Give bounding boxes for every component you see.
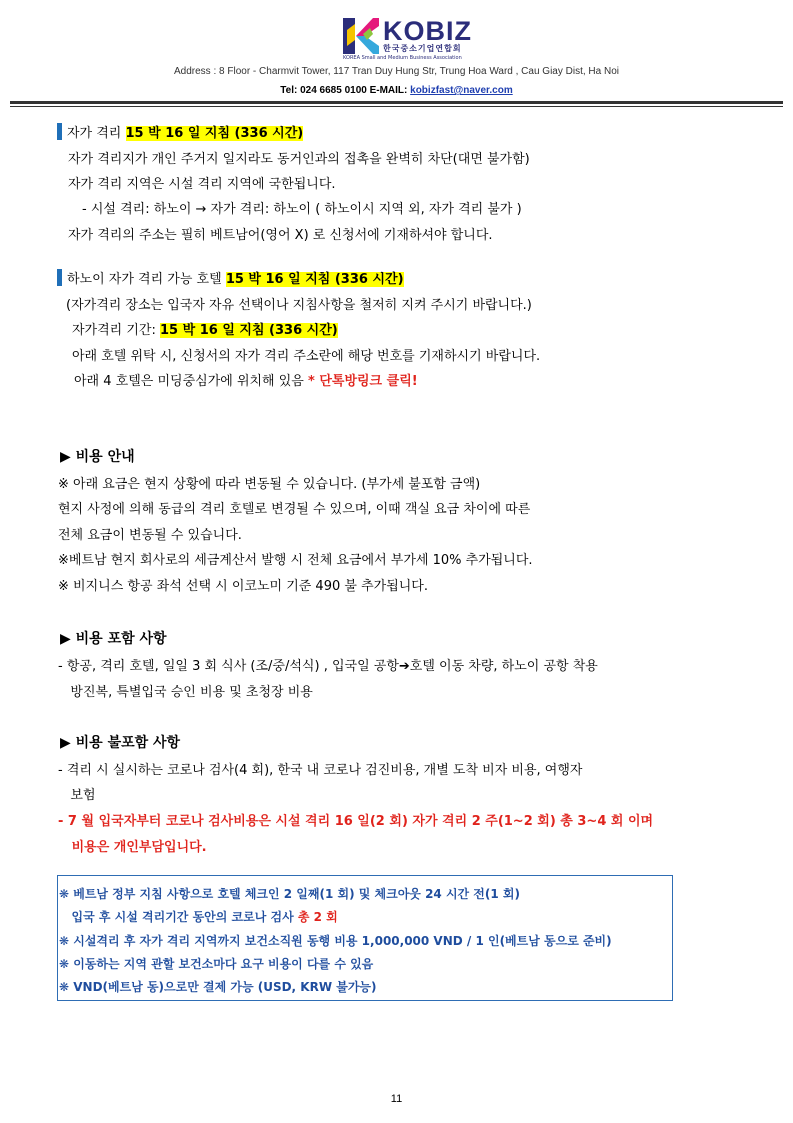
cost-excluded-line: - 격리 시 실시하는 코로나 검사(4 회), 한국 내 코로나 검진비용, 개별 도착 비자 비용, 여행자 xyxy=(58,763,583,778)
page-number: 11 xyxy=(390,1093,403,1105)
logo-korean-name: 한국중소기업연합회 xyxy=(383,44,462,53)
notice-line: ❋ 이동하는 지역 관할 보건소마다 요구 비용이 다를 수 있음 xyxy=(59,957,374,971)
cost-info-line: 현지 사정에 의해 동급의 격리 호텔로 변경될 수 있으며, 이때 객실 요금 차이에 따른 xyxy=(58,502,531,517)
kobiz-logo xyxy=(343,16,473,62)
cost-excluded-red-line: 비용은 개인부담입니다. xyxy=(58,840,207,855)
group-chat-link[interactable]: * 단톡방링크 클릭! xyxy=(308,374,418,389)
hanoi-hotels-title: 하노이 자가 격리 가능 호텔 15 박 16 일 지침 (336 시간) xyxy=(57,268,404,287)
quarantine-period: 자가격리 기간: 15 박 16 일 지침 (336 시간) xyxy=(72,323,338,338)
section-marker xyxy=(57,123,62,140)
notice-line: ❋ 시설격리 후 자가 격리 지역까지 보건소직원 동행 비용 1,000,000 VND / 1 인(베트남 동으로 준비) xyxy=(59,934,612,948)
cost-excluded-title: ▶ 비용 불포함 사항 xyxy=(60,735,181,751)
cost-info-title: ▶ 비용 안내 xyxy=(60,449,135,465)
self-quarantine-title: 자가 격리 15 박 16 일 지침 (336 시간) xyxy=(57,122,303,141)
notice-line: ❋ 베트남 정부 지침 사항으로 호텔 체크인 2 일째(1 회) 및 체크아웃 24 시간 전(1 회) xyxy=(59,887,520,901)
cost-info-line: 전체 요금이 변동될 수 있습니다. xyxy=(58,528,242,543)
kobiz-logo-icon xyxy=(343,16,379,56)
cost-info-line: ※ 아래 요금은 현지 상황에 따라 변동될 수 있습니다. (부가세 불포함 금액) xyxy=(58,477,481,492)
self-quarantine-line: 자가 격리지가 개인 주거지 일지라도 동거인과의 접촉을 완벽히 차단(대면 불가함) xyxy=(68,152,530,167)
logo-english-name: KOREA Small and Medium Business Association xyxy=(343,55,462,61)
hanoi-hotels-line: (자가격리 장소는 입국자 자유 선택이나 지침사항을 철저히 지켜 주시기 바랍니다.) xyxy=(66,298,532,313)
address: Address : 8 Floor - Charmvit Tower, 117 Tran Duy Hung Str, Trung Hoa Ward , Cau Giay Dist, Ha Noi xyxy=(174,66,619,77)
cost-info-line: ※ 비지니스 항공 좌석 선택 시 이코노미 기준 490 불 추가됩니다. xyxy=(58,579,428,594)
self-quarantine-line: 자가 격리의 주소는 필히 베트남어(영어 X) 로 신청서에 기재하셔야 합니다. xyxy=(68,228,493,243)
cost-included-title: ▶ 비용 포함 사항 xyxy=(60,631,167,647)
self-quarantine-line: 자가 격리 지역은 시설 격리 지역에 국한됩니다. xyxy=(68,177,336,192)
self-quarantine-line: - 시설 격리: 하노이 → 자가 격리: 하노이 ( 하노이시 지역 외, 자가 격리 불가 ) xyxy=(82,202,522,217)
cost-excluded-red-line: - 7 월 입국자부터 코로나 검사비용은 시설 격리 16 일(2 회) 자가 격리 2 주(1~2 회) 총 3~4 회 이며 xyxy=(58,814,654,829)
section-marker xyxy=(57,269,62,286)
notice-line: ❋ VND(베트남 동)으로만 결제 가능 (USD, KRW 불가능) xyxy=(59,980,377,994)
hanoi-hotels-line: 아래 4 호텔은 미딩중심가에 위치해 있음 * 단톡방링크 클릭! xyxy=(74,374,418,389)
cost-excluded-line: 보험 xyxy=(58,788,96,803)
cost-info-line: ※베트남 현지 회사로의 세금계산서 발행 시 전체 요금에서 부가세 10% 추가됩니다. xyxy=(58,553,533,568)
header-divider xyxy=(10,101,783,104)
cost-included-line: - 항공, 격리 호텔, 일일 3 회 식사 (조/중/석식) , 입국일 공항➔호텔 이동 차량, 하노이 공항 착용 xyxy=(58,659,598,674)
logo-name: KOBIZ xyxy=(383,16,472,46)
contact-line xyxy=(0,85,793,96)
hanoi-hotels-line: 아래 호텔 위탁 시, 신청서의 자가 격리 주소란에 해당 번호를 기재하시기 바랍니다. xyxy=(72,349,541,364)
cost-included-line: 방진복, 특별입국 승인 비용 및 초청장 비용 xyxy=(58,685,313,700)
notice-line: 입국 후 시설 격리기간 동안의 코로나 검사 총 2 회 xyxy=(59,910,338,924)
header-divider-thin xyxy=(10,106,783,107)
email-link[interactable]: kobizfast@naver.com xyxy=(410,85,513,96)
tel-text: Tel: 024 6685 0100 E-MAIL: xyxy=(280,85,411,96)
